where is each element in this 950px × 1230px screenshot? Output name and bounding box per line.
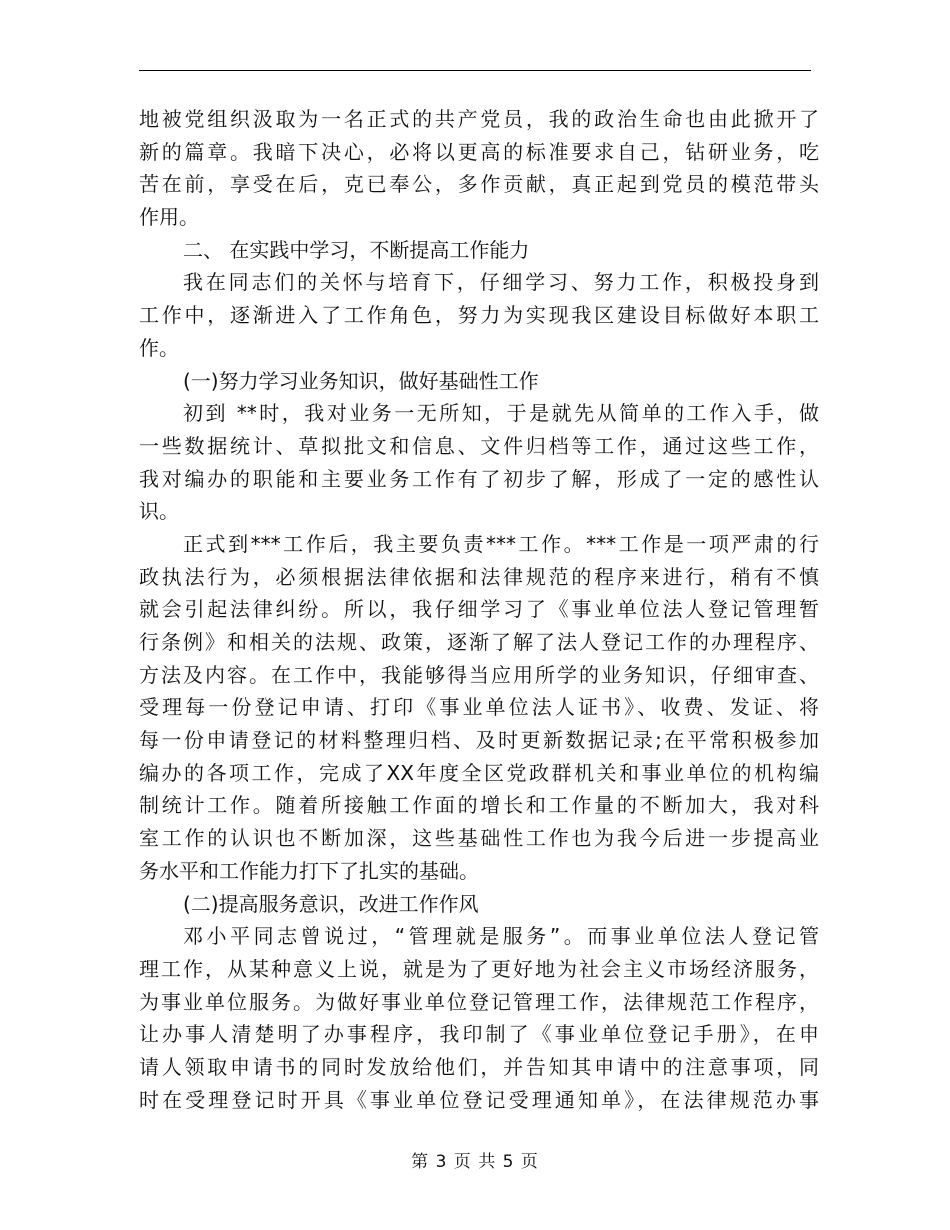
text-line: 受理每一份登记申请、打印《事业单位法人证书》、收费、发证、将: [139, 695, 819, 720]
text-line: 方法及内容。在工作中，我能够得当应用所学的业务知识，仔细审查、: [139, 662, 819, 687]
text-line: 务水平和工作能力打下了扎实的基础。: [139, 858, 479, 883]
text-line: 邓小平同志曾说过，“管理就是服务”。而事业单位法人登记管: [183, 924, 819, 949]
text-line: 作用。: [139, 205, 199, 230]
text-line: (一)努力学习业务知识，做好基础性工作: [183, 368, 539, 393]
page-footer: 第 3 页 共 5 页: [411, 1152, 539, 1172]
text-line: 二、 在实践中学习，不断提高工作能力: [183, 237, 530, 262]
text-line: 理工作，从某种意义上说，就是为了更好地为社会主义市场经济服务，: [139, 956, 819, 981]
text-line: 每一份申请登记的材料整理归档、及时更新数据记录;在平常积极参加: [139, 728, 819, 753]
text-line: 作。: [139, 335, 179, 360]
text-line: 我对编办的职能和主要业务工作有了初步了解，形成了一定的感性认: [139, 466, 819, 491]
text-line: 行条例》和相关的法规、政策，逐渐了解了法人登记工作的办理程序、: [139, 630, 819, 654]
text-line: 识。: [139, 499, 179, 524]
text-line: 制统计工作。随着所接触工作面的增长和工作量的不断加大，我对科: [139, 793, 819, 818]
text-line: 正式到***工作后，我主要负责***工作。***工作是一项严肃的行: [183, 531, 819, 556]
text-line: 新的篇章。我暗下决心，必将以更高的标准要求自己，钻研业务，吃: [139, 139, 819, 164]
header-rule: [139, 70, 811, 71]
text-line: 为事业单位服务。为做好事业单位登记管理工作，法律规范工作程序，: [139, 989, 819, 1014]
text-line: 我在同志们的关怀与培育下，仔细学习、努力工作，积极投身到: [183, 270, 819, 295]
text-line: 一些数据统计、草拟批文和信息、文件归档等工作，通过这些工作，: [139, 433, 819, 458]
text-line: 地被党组织汲取为一名正式的共产党员，我的政治生命也由此掀开了: [139, 107, 819, 131]
text-line: 室工作的认识也不断加深，这些基础性工作也为我今后进一步提高业: [139, 826, 819, 851]
text-line: 就会引起法律纠纷。所以，我仔细学习了《事业单位法人登记管理暂: [139, 597, 819, 622]
text-line: 编办的各项工作，完成了XX年度全区党政群机关和事业单位的机构编: [139, 760, 819, 785]
text-line: 政执法行为，必须根据法律依据和法律规范的程序来进行，稍有不慎: [139, 564, 819, 589]
text-line: 初到 **时，我对业务一无所知，于是就先从简单的工作入手，做: [183, 401, 819, 426]
text-line: 请人领取申请书的同时发放给他们，并告知其申请中的注意事项，同: [139, 1054, 819, 1079]
text-line: 时在受理登记时开具《事业单位登记受理通知单》，在法律规范办事: [139, 1087, 819, 1112]
text-line: (二)提高服务意识，改进工作作风: [183, 891, 479, 916]
text-line: 苦在前，享受在后，克已奉公，多作贡献，真正起到党员的模范带头: [139, 172, 819, 197]
text-line: 让办事人清楚明了办事程序，我印制了《事业单位登记手册》，在申: [139, 1022, 819, 1047]
document-body: [139, 103, 819, 1116]
text-line: 工作中，逐渐进入了工作角色，努力为实现我区建设目标做好本职工: [139, 303, 819, 328]
